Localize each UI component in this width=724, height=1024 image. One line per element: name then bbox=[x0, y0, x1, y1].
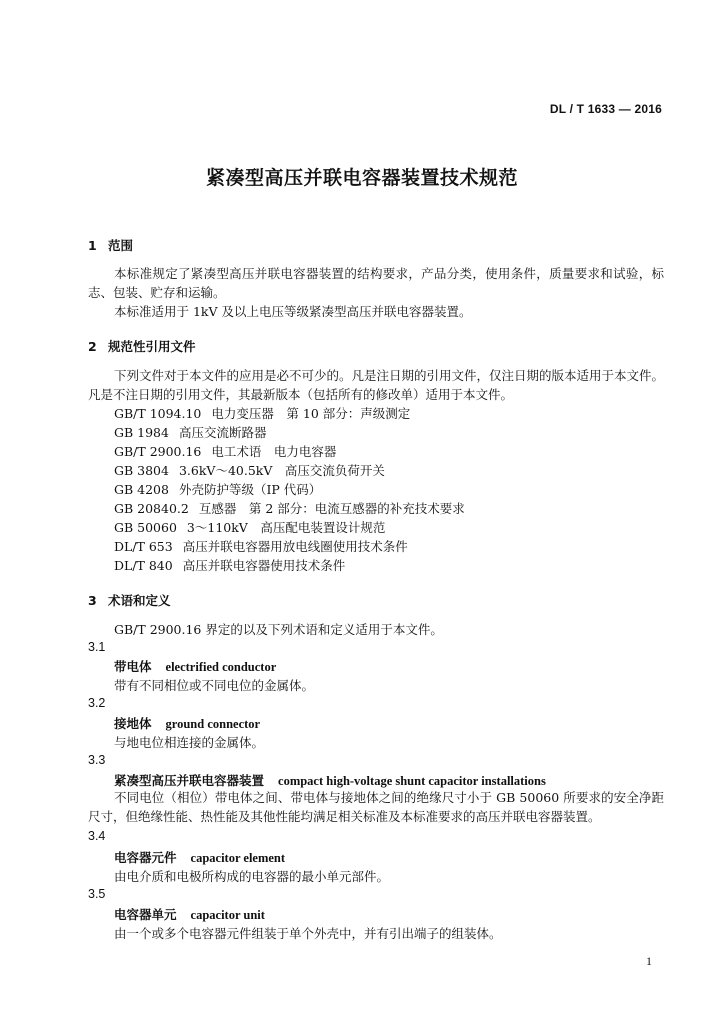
term-name-zh: 紧凑型高压并联电容器装置 bbox=[114, 773, 265, 788]
reference-code: GB/T 1094.10 bbox=[114, 406, 202, 421]
reference-item bbox=[114, 556, 345, 574]
reference-code: GB/T 2900.16 bbox=[114, 444, 202, 459]
term-name bbox=[114, 771, 546, 789]
reference-code: DL/T 840 bbox=[114, 558, 173, 573]
section-1-heading bbox=[88, 236, 133, 254]
section-3-intro bbox=[88, 620, 664, 639]
reference-item bbox=[114, 537, 408, 555]
section-3-heading bbox=[88, 591, 171, 609]
term-name-en: electrified conductor bbox=[165, 660, 277, 674]
term-name-en: compact high-voltage shunt capacitor installations bbox=[278, 774, 546, 788]
reference-item bbox=[114, 518, 385, 536]
term-name-en: ground connector bbox=[165, 717, 261, 731]
term-name-en: capacitor element bbox=[190, 851, 286, 865]
term-name-zh: 电容器单元 bbox=[114, 907, 177, 922]
section-number: 3 bbox=[88, 593, 97, 608]
reference-title: 高压并联电容器使用技术条件 bbox=[182, 558, 346, 573]
term-name bbox=[114, 905, 265, 923]
paragraph-text: 本标准规定了紧凑型高压并联电容器装置的结构要求，产品分类，使用条件，质量要求和试验，标志、包装、贮存和运输。 bbox=[88, 266, 664, 300]
reference-title: 高压交流断路器 bbox=[178, 425, 267, 440]
reference-title: 3.6kV～40.5kV 高压交流负荷开关 bbox=[178, 463, 385, 478]
standard-code: DL / T 1633 — 2016 bbox=[549, 102, 662, 116]
paragraph-text: 下列文件对于本文件的应用是必不可少的。凡是注日期的引用文件，仅注日期的版本适用于本文件。凡是不注日期的引用文件，其最新版本（包括所有的修改单）适用于本文件。 bbox=[88, 368, 665, 402]
reference-code: GB 20840.2 bbox=[114, 501, 189, 516]
term-definition: 带有不同相位或不同电位的金属体。 bbox=[114, 678, 315, 693]
term-name-zh: 电容器元件 bbox=[114, 850, 177, 865]
reference-title: 外壳防护等级（IP 代码） bbox=[178, 482, 322, 497]
section-2-heading bbox=[88, 337, 196, 355]
document-title: 紧凑型高压并联电容器装置技术规范 bbox=[205, 167, 518, 189]
section-1-paragraph-2 bbox=[88, 302, 664, 321]
section-title: 范围 bbox=[108, 238, 134, 253]
term-name bbox=[114, 714, 260, 732]
section-1-paragraph-1 bbox=[88, 264, 664, 302]
reference-item bbox=[114, 499, 465, 517]
term-number: 3.5 bbox=[88, 887, 106, 901]
reference-title: 互感器 第 2 部分：电流互感器的补充技术要求 bbox=[198, 501, 465, 516]
reference-title: 电力变压器 第 10 部分：声级测定 bbox=[211, 406, 411, 421]
term-name bbox=[114, 657, 276, 675]
term-number: 3.2 bbox=[88, 696, 106, 710]
section-title: 术语和定义 bbox=[108, 593, 171, 608]
term-number: 3.1 bbox=[88, 640, 106, 654]
reference-code: DL/T 653 bbox=[114, 539, 173, 554]
term-definition bbox=[88, 788, 664, 826]
reference-code: GB 50060 bbox=[114, 520, 177, 535]
term-name-zh: 带电体 bbox=[114, 659, 152, 674]
paragraph-text: GB/T 2900.16 界定的以及下列术语和定义适用于本文件。 bbox=[114, 622, 443, 637]
term-number: 3.4 bbox=[88, 829, 106, 843]
section-2-intro bbox=[88, 366, 664, 404]
reference-item bbox=[114, 461, 385, 479]
term-definition: 由一个或多个电容器元件组装于单个外壳中，并有引出端子的组装体。 bbox=[114, 926, 502, 941]
section-number: 2 bbox=[88, 339, 97, 354]
reference-title: 电工术语 电力电容器 bbox=[211, 444, 337, 459]
reference-title: 高压并联电容器用放电线圈使用技术条件 bbox=[182, 539, 408, 554]
reference-code: GB 3804 bbox=[114, 463, 169, 478]
section-number: 1 bbox=[88, 238, 97, 253]
term-name-zh: 接地体 bbox=[114, 716, 152, 731]
reference-code: GB 4208 bbox=[114, 482, 169, 497]
reference-item bbox=[114, 480, 321, 498]
term-definition: 由电介质和电极所构成的电容器的最小单元部件。 bbox=[114, 869, 390, 884]
term-name-en: capacitor unit bbox=[190, 908, 265, 922]
reference-title: 3～110kV 高压配电装置设计规范 bbox=[186, 520, 386, 535]
reference-item bbox=[114, 423, 266, 441]
paragraph-text: 本标准适用于 1kV 及以上电压等级紧凑型高压并联电容器装置。 bbox=[114, 304, 472, 319]
term-definition: 与地电位相连接的金属体。 bbox=[114, 735, 265, 750]
section-title: 规范性引用文件 bbox=[108, 339, 196, 354]
reference-item bbox=[114, 404, 410, 422]
paragraph-text: 不同电位（相位）带电体之间、带电体与接地体之间的绝缘尺寸小于 GB 50060 所要求的安全净距尺寸，但绝缘性能、热性能及其他性能均满足相关标准及本标准要求的高压并联电容器装置。 bbox=[88, 790, 664, 824]
reference-code: GB 1984 bbox=[114, 425, 169, 440]
page-number: 1 bbox=[646, 954, 652, 968]
reference-item bbox=[114, 442, 336, 460]
term-name bbox=[114, 848, 285, 866]
term-number: 3.3 bbox=[88, 753, 106, 767]
